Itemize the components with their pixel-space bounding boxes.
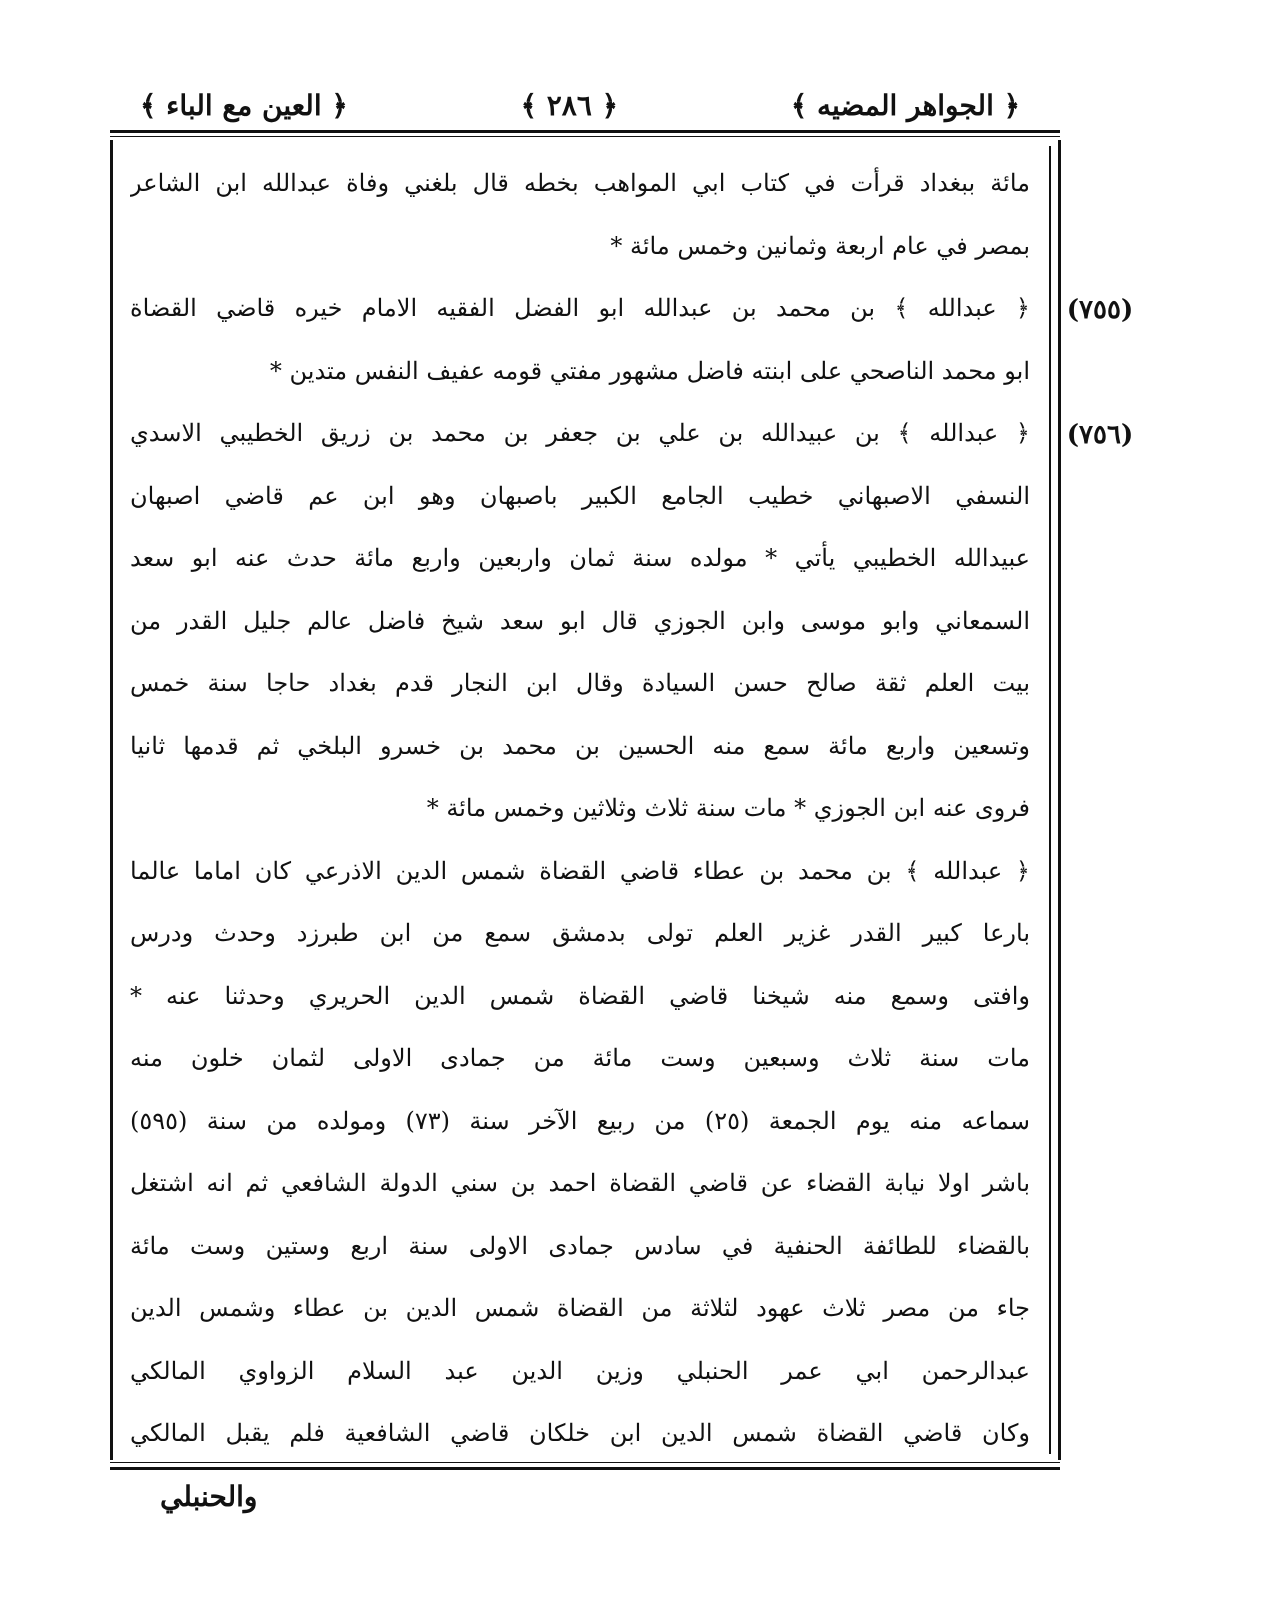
book-title: ﴿ الجواهر المضيه ﴾ <box>790 88 1020 122</box>
body-line: ﴿ عبدالله ﴾ بن عبيدالله بن علي بن جعفر بن محمد بن زريق الخطيبي الاسدي <box>130 419 1030 447</box>
body-line: جاء من مصر ثلاث عهود لثلاثة من القضاة شمس الدين بن عطاء وشمس الدين <box>130 1294 1030 1322</box>
body-line: وكان قاضي القضاة شمس الدين ابن خلكان قاضي الشافعية فلم يقبل المالكي <box>130 1419 1030 1447</box>
body-line: وافتى وسمع منه شيخنا قاضي القضاة شمس الدين الحريري وحدثنا عنه * <box>130 981 1030 1010</box>
body-line: ﴿ عبدالله ﴾ بن محمد بن عطاء قاضي القضاة شمس الدين الاذرعي كان اماما عالما <box>130 856 1030 885</box>
body-line: بيت العلم ثقة صالح حسن السيادة وقال ابن النجار قدم بغداد حاجا سنة خمس <box>130 669 1030 697</box>
running-header <box>140 80 1020 130</box>
body-line: وتسعين واربع مائة سمع منه الحسين بن محمد بن خسرو البلخي ثم قدمها ثانيا <box>130 731 1030 760</box>
body-line: ابو محمد الناصحي على ابنته فاضل مشهور مفتي قومه عفيف النفس متدين * <box>269 356 1030 385</box>
page-number: ﴿ ٢٨٦ ﴾ <box>520 88 619 122</box>
body-line: عبيدالله الخطيبي يأتي * مولده سنة ثمان واربعين واربع مائة حدث عنه ابو سعد <box>130 544 1030 572</box>
footer-rule-thick <box>110 1467 1060 1470</box>
catchword: والحنبلي <box>160 1480 258 1513</box>
body-line: بالقضاء للطائفة الحنفية في سادس جمادى الاولى سنة اربع وستين وست مائة <box>130 1231 1030 1260</box>
body-line: ﴿ عبدالله ﴾ بن محمد بن عبدالله ابو الفضل الفقيه الامام خيره قاضي القضاة <box>130 294 1030 322</box>
body-line: سماعه منه يوم الجمعة (٢٥) من ربيع الآخر سنة (٧٣) ومولده من سنة (٥٩٥) <box>130 1106 1030 1135</box>
body-line: النسفي الاصبهاني خطيب الجامع الكبير باصبهان وهو ابن عم قاضي اصبهان <box>130 481 1030 510</box>
entry-number-755: (٧٥٥) <box>1066 295 1134 325</box>
header-rule-thick <box>110 130 1060 133</box>
body-line: مائة ببغداد قرأت في كتاب ابي المواهب بخطه قال بلغني وفاة عبدالله ابن الشاعر <box>130 169 1030 197</box>
entry-number-756: (٧٥٦) <box>1066 420 1134 450</box>
header-rule-thin <box>110 136 1060 137</box>
body-line: بمصر في عام اربعة وثمانين وخمس مائة * <box>610 231 1030 260</box>
body-line: السمعاني وابو موسى وابن الجوزي قال ابو سعد شيخ فاضل عالم جليل القدر من <box>130 606 1030 635</box>
body-text <box>130 152 1030 1465</box>
body-line: عبدالرحمن ابي عمر الحنبلي وزين الدين عبد السلام الزواوي المالكي <box>130 1356 1030 1385</box>
body-line: بارعا كبير القدر غزير العلم تولى بدمشق سمع من ابن طبرزد وحدث ودرس <box>130 919 1030 947</box>
section-title: ﴿ العين مع الباء ﴾ <box>140 88 348 122</box>
body-line: باشر اولا نيابة القضاء عن قاضي القضاة احمد بن سني الدولة الشافعي ثم انه اشتغل <box>130 1169 1030 1197</box>
body-line: فروى عنه ابن الجوزي * مات سنة ثلاث وثلاثين وخمس مائة * <box>426 794 1030 822</box>
body-line: مات سنة ثلاث وسبعين وست مائة من جمادى الاولى لثمان خلون منه <box>130 1044 1030 1072</box>
